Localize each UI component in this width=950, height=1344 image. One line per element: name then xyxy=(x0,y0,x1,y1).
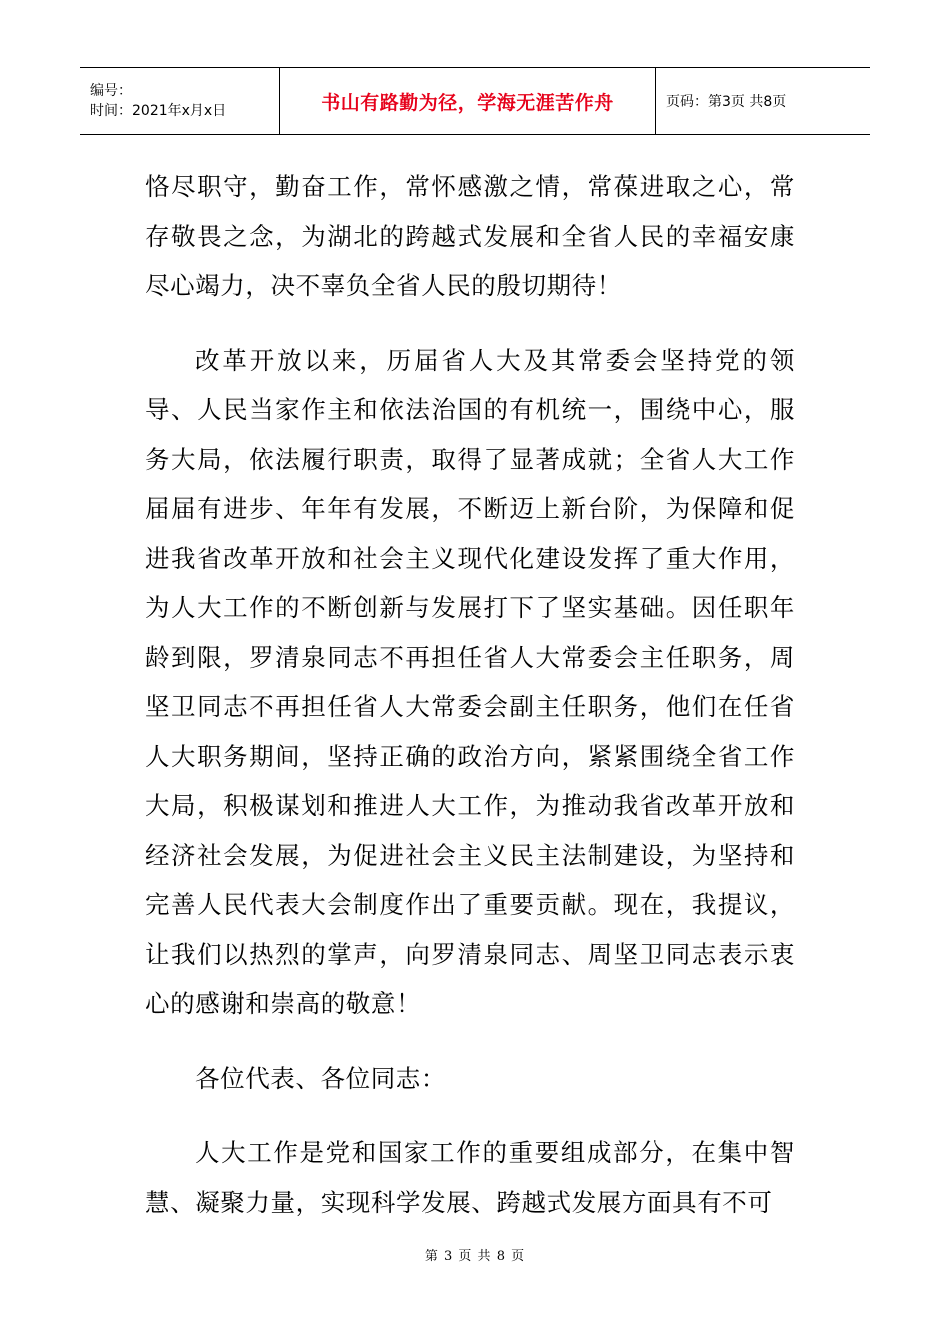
header-slogan: 书山有路勤为径，学海无涯苦作舟 xyxy=(321,91,614,114)
paragraph-reform: 改革开放以来，历届省人大及其常委会坚持党的领导、人民当家作主和依法治国的有机统一，围绕中心，服务大局，依法履行职责，取得了显著成就；全省人大工作届届有进步、年年有发展，不断迈上新台阶，为保障和促进我省改革开放和社会主义现代化建设发挥了重大作用，为人大工作的不断创新与发展打下了坚实基础。因任职年龄到限，罗清泉同志不再担任省人大常委会主任职务，周坚卫同志不再担任省人大常委会副主任职务，他们在任省人大职务期间，坚持正确的政治方向，紧紧围绕全省工作大局，积极谋划和推进人大工作，为推动我省改革开放和经济社会发展，为促进社会主义民主法制建设，为坚持和完善人民代表大会制度作出了重要贡献。现在，我提议，让我们以热烈的掌声，向罗清泉同志、周坚卫同志表示衷心的感谢和崇高的敬意！ xyxy=(145,345,795,1018)
header-slogan-cell xyxy=(280,68,656,134)
paragraph-continuation: 恪尽职守，勤奋工作，常怀感激之情，常葆进取之心，常存敬畏之念，为湖北的跨越式发展和全省人民的幸福安康尽心竭力，决不辜负全省人民的殷切期待！ xyxy=(145,172,795,300)
document-time: 时间：2021年x月x日 xyxy=(90,103,227,119)
paragraph-npc-work: 人大工作是党和国家工作的重要组成部分，在集中智慧、凝聚力量，实现科学发展、跨越式发展方面具有不可 xyxy=(145,1138,795,1217)
header-page-info xyxy=(656,68,870,134)
document-number: 编号： xyxy=(90,83,132,99)
header-meta xyxy=(80,68,280,134)
page-header xyxy=(80,67,870,135)
paragraph-salutation: 各位代表、各位同志： xyxy=(195,1063,446,1093)
page-footer: 第 3 页 共 8 页 xyxy=(424,1249,526,1264)
document-body xyxy=(145,162,795,1252)
page-info-text: 页码：第3页 共8页 xyxy=(666,94,787,110)
